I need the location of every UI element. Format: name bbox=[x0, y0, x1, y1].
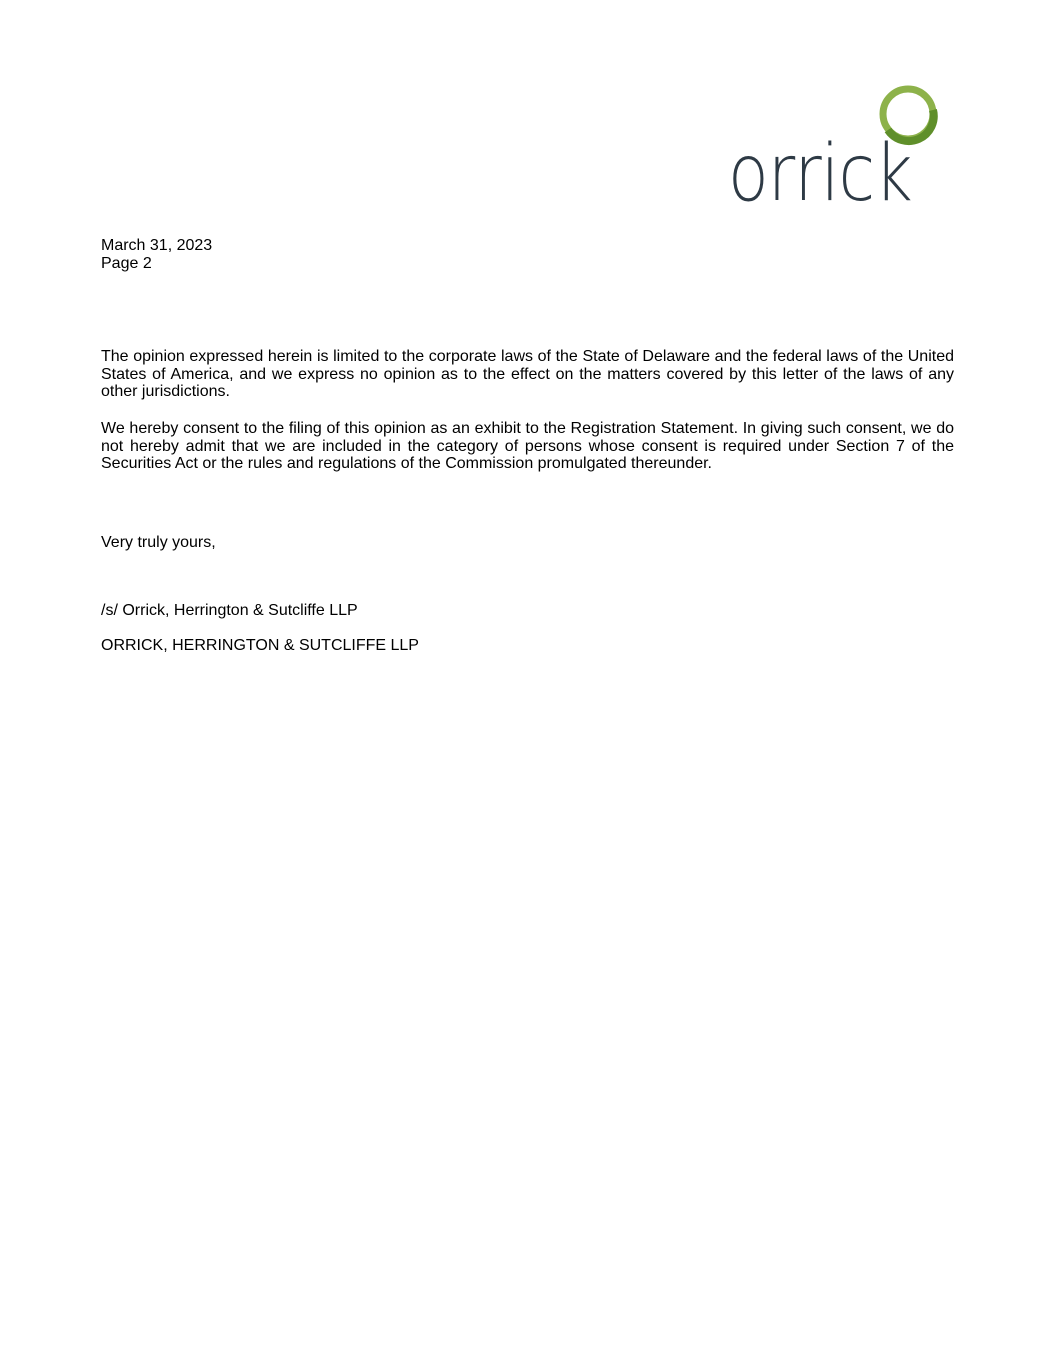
orrick-logo bbox=[722, 80, 952, 210]
salutation: Very truly yours, bbox=[101, 534, 216, 551]
letter-header bbox=[101, 237, 954, 272]
svg-text:orrick: orrick bbox=[728, 129, 912, 210]
firm-name: ORRICK, HERRINGTON & SUTCLIFFE LLP bbox=[101, 637, 419, 654]
orrick-ring-icon bbox=[722, 80, 952, 210]
signature: /s/ Orrick, Herrington & Sutcliffe LLP bbox=[101, 602, 358, 619]
paragraph-consent: We hereby consent to the filing of this opinion as an exhibit to the Registration Statement. In giving such consent, we do not hereby admit that we are included in the category of persons whose consent is required under Section 7 of the Securities Act or the rules and regulations of the Commission promulgated thereunder. bbox=[101, 420, 954, 472]
paragraph-jurisdiction: The opinion expressed herein is limited to the corporate laws of the State of Delaware and the federal laws of the United States of America, and we express no opinion as to the effect on the matters covered by this letter of the laws of any other jurisdictions. bbox=[101, 348, 954, 400]
page-number: Page 2 bbox=[101, 254, 152, 272]
letter-date: March 31, 2023 bbox=[101, 237, 213, 254]
